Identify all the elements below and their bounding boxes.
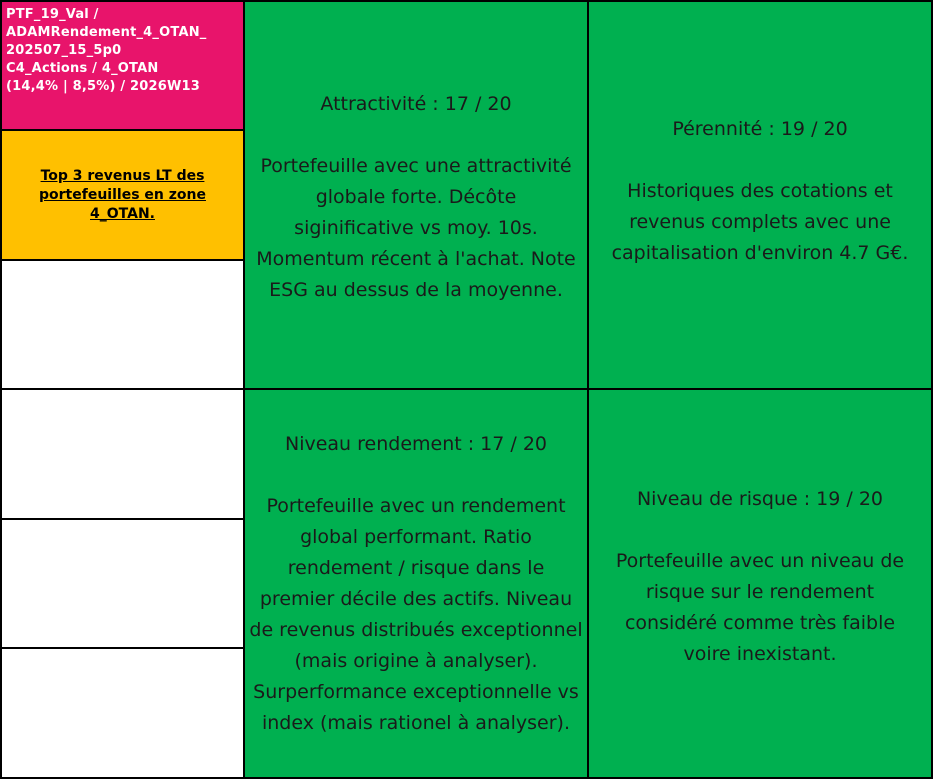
portfolio-id-line: C4_Actions / 4_OTAN [6,61,159,76]
attractivite-title: Attractivité : 17 / 20 [320,92,512,115]
attractivite-card [243,0,589,390]
portfolio-id-cell [0,0,245,131]
rendement-title: Niveau rendement : 17 / 20 [284,432,548,455]
rendement-card [243,388,589,779]
risque-card [587,388,933,779]
portfolio-id-line: (14,4% | 8,5%) / 2026W13 [6,79,201,94]
top-link-cell [0,129,245,261]
portfolio-id-line: 202507_15_5p0 [6,43,122,58]
portfolio-id-line: ADAMRendement_4_OTAN_ [6,25,207,40]
top-revenus-link[interactable]: Top 3 revenus LT des portefeuilles en zone 4_OTAN. [39,167,206,222]
empty-cell [0,518,245,649]
perennite-card [587,0,933,390]
portfolio-id-line: PTF_19_Val / [6,7,99,22]
empty-cell [0,647,245,779]
empty-cell [0,259,245,390]
empty-cell [0,388,245,520]
rendement-text: Portefeuille avec un rendement global performant. Ratio rendement / risque dans le premier décile des actifs. Niveau de revenus distribués exceptionnel (mais origine à analyser). Surperformance exceptionnelle vs index (mais rationel à analyser). [249,494,583,734]
risque-text: Portefeuille avec un niveau de risque sur le rendement considéré comme très faible voire inexistant. [615,549,905,665]
risque-title: Niveau de risque : 19 / 20 [636,487,884,510]
attractivite-text: Portefeuille avec une attractivité globale forte. Décôte siginificative vs moy. 10s. Momentum récent à l'achat. Note ESG au dessus de la moyenne. [256,154,576,301]
perennite-text: Historiques des cotations et revenus complets avec une capitalisation d'environ 4.7 G€. [611,179,909,264]
perennite-title: Pérennité : 19 / 20 [672,117,848,140]
